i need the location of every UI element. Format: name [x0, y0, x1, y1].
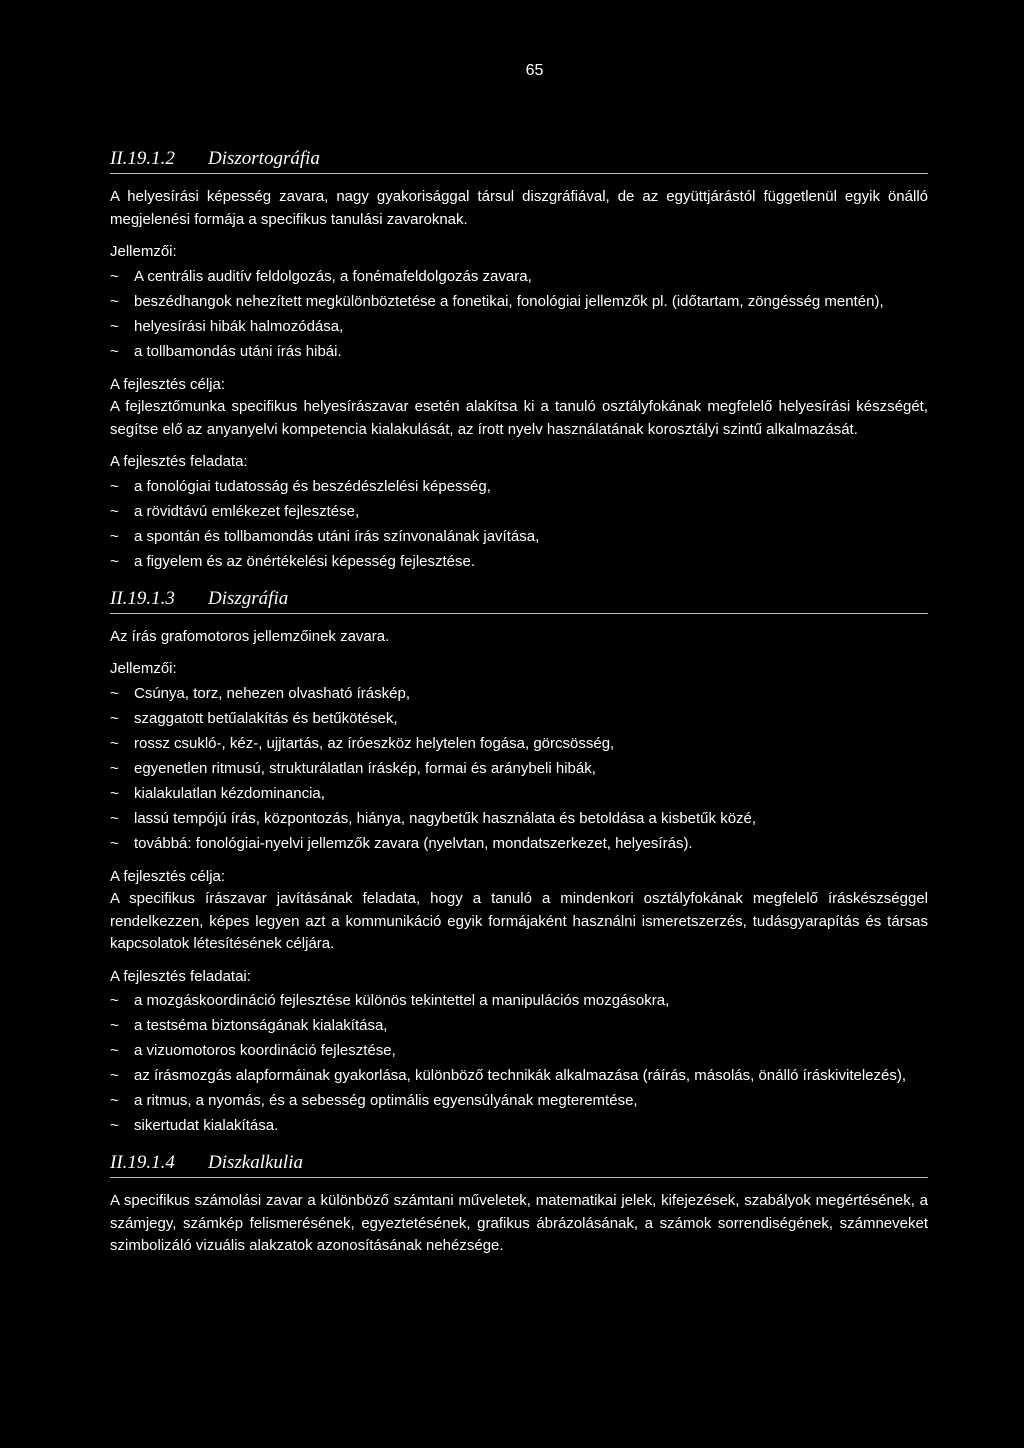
tilde-bullet: ~ [110, 317, 119, 335]
list-item: ~ szaggatott betűalakítás és betűkötések, [110, 706, 928, 731]
section-number: II.19.1.4 [110, 1152, 175, 1173]
tilde-bullet: ~ [110, 477, 119, 495]
tilde-bullet: ~ [110, 342, 119, 360]
goal-label: A fejlesztés célja: [110, 867, 226, 885]
section-title: Diszkalkulia [208, 1152, 303, 1173]
list-item: ~ a tollbamondás utáni írás hibái. [110, 339, 928, 364]
list-item: ~ a figyelem és az önértékelési képesség fejlesztése. [110, 549, 928, 574]
section-heading-diszkalkulia [110, 1152, 928, 1178]
features-list [110, 264, 928, 364]
section-intro: Az írás grafomotoros jellemzőinek zavara. [110, 627, 390, 645]
section-number: II.19.1.2 [110, 148, 175, 169]
tilde-bullet: ~ [110, 809, 119, 827]
tilde-bullet: ~ [110, 759, 119, 777]
tilde-bullet: ~ [110, 709, 119, 727]
section-heading-diszortografia [110, 148, 928, 174]
tasks-list [110, 988, 928, 1138]
list-item: ~ kialakulatlan kézdominancia, [110, 781, 928, 806]
features-label: Jellemzői: [110, 660, 177, 677]
tilde-bullet: ~ [110, 1117, 119, 1134]
list-item: ~ az írásmozgás alapformáinak gyakorlása, különböző technikák alkalmazása (ráírás, másolás, önálló íráskivitelezés), [110, 1063, 928, 1088]
list-item: ~ egyenetlen ritmusú, strukturálatlan íráskép, formai és aránybeli hibák, [110, 756, 928, 781]
tilde-bullet: ~ [110, 834, 119, 852]
section-heading-diszgrafia [110, 588, 928, 614]
list-item: ~ helyesírási hibák halmozódása, [110, 314, 928, 339]
list-item: ~ a testséma biztonságának kialakítása, [110, 1013, 928, 1038]
section-intro: A helyesírási képesség zavara, nagy gyakorisággal társul diszgráfiával, de az együttjárástól függetlenül egyik önálló megjelenési formája a specifikus tanulási zavaroknak. [110, 188, 928, 228]
tilde-bullet: ~ [110, 267, 119, 285]
page-number: 65 [525, 62, 544, 79]
tilde-bullet: ~ [110, 684, 119, 702]
list-item: ~ rossz csukló-, kéz-, ujjtartás, az íróeszköz helytelen fogása, görcsösség, [110, 731, 928, 756]
list-item: ~ Csúnya, torz, nehezen olvasható íráskép, [110, 681, 928, 706]
tilde-bullet: ~ [110, 1042, 119, 1059]
tilde-bullet: ~ [110, 502, 119, 520]
list-item: ~ a spontán és tollbamondás utáni írás színvonalának javítása, [110, 524, 928, 549]
tilde-bullet: ~ [110, 1067, 119, 1084]
document-body [110, 148, 928, 1268]
list-item: ~ a rövidtávú emlékezet fejlesztése, [110, 499, 928, 524]
tasks-label: A fejlesztés feladatai: [110, 967, 251, 985]
goal-label: A fejlesztés célja: [110, 375, 226, 393]
features-label: Jellemzői: [110, 243, 177, 260]
tilde-bullet: ~ [110, 784, 119, 802]
list-item: ~ a ritmus, a nyomás, és a sebesség optimális egyensúlyának megteremtése, [110, 1088, 928, 1113]
tilde-bullet: ~ [110, 527, 119, 545]
section-intro: A specifikus számolási zavar a különböző számtani műveletek, matematikai jelek, kifejezések, szabályok megértésének, a számjegy, számkép felismerésének, egyeztetésének, grafikus ábrázolásának, a számok sorrendiségének, számneveket szimbolizáló vizuális alakzatok azonosításának nehézsége. [110, 1192, 928, 1254]
tilde-bullet: ~ [110, 1017, 119, 1034]
tasks-label: A fejlesztés feladata: [110, 453, 248, 470]
tilde-bullet: ~ [110, 992, 119, 1009]
goal-text: A specifikus írászavar javításának feladata, hogy a tanuló a mindenkori osztályfokának megfelelő íráskészséggel rendelkezzen, képes legyen azt a kommunikáció egyik formájaként használni ismeretszerzés, tudásgyarapítás és társas kapcsolatok létesítésének céljára. [110, 890, 928, 952]
list-item: ~ lassú tempójú írás, központozás, hiánya, nagybetűk használata és betoldása a kisbetűk közé, [110, 806, 928, 831]
tilde-bullet: ~ [110, 1092, 119, 1109]
features-list [110, 681, 928, 856]
section-title: Diszgráfia [208, 587, 289, 609]
tilde-bullet: ~ [110, 552, 119, 570]
section-number: II.19.1.3 [110, 587, 175, 609]
tasks-list [110, 474, 928, 574]
goal-text: A fejlesztőmunka specifikus helyesírászavar esetén alakítsa ki a tanuló osztályfokának megfelelő helyesírási készségét, segítse elő az anyanyelvi kompetencia kialakulását, az írott nyelv használatának korosztályi szintű alkalmazását. [110, 398, 928, 438]
tilde-bullet: ~ [110, 734, 119, 752]
list-item: ~ beszédhangok nehezített megkülönböztetése a fonetikai, fonológiai jellemzők pl. (időtartam, zöngésség mentén), [110, 289, 928, 314]
tilde-bullet: ~ [110, 292, 119, 310]
list-item: ~ a mozgáskoordináció fejlesztése különös tekintettel a manipulációs mozgásokra, [110, 988, 928, 1013]
section-title: Diszortográfia [208, 148, 320, 169]
list-item: ~ sikertudat kialakítása. [110, 1113, 928, 1138]
list-item: ~ A centrális auditív feldolgozás, a fonémafeldolgozás zavara, [110, 264, 928, 289]
list-item: ~ továbbá: fonológiai-nyelvi jellemzők zavara (nyelvtan, mondatszerkezet, helyesírás). [110, 831, 928, 856]
list-item: ~ a fonológiai tudatosság és beszédészlelési képesség, [110, 474, 928, 499]
list-item: ~ a vizuomotoros koordináció fejlesztése, [110, 1038, 928, 1063]
